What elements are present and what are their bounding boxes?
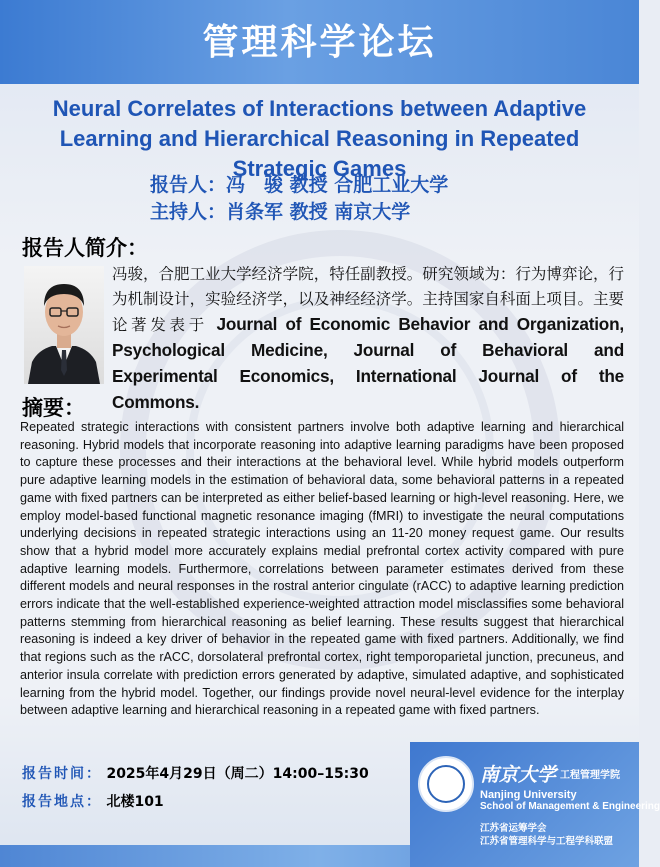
university-logo-icon bbox=[418, 756, 474, 812]
event-time-label: 报告时间： bbox=[22, 766, 102, 782]
bio-text-cn: 冯骏，合肥工业大学经济学院，特任副教授。研究领域为：行为博弈论，行为机制设计，实验经济学，以及神经经济学。主持国家自科面上项目。主要论著发表于 bbox=[112, 265, 624, 334]
event-time-row bbox=[22, 760, 369, 788]
talk-title-line2: Learning and Hierarchical Reasoning in Repeated Strategic Games bbox=[59, 126, 580, 181]
associations bbox=[480, 822, 613, 848]
bio-text bbox=[112, 262, 624, 416]
university-name-en: Nanjing University bbox=[480, 789, 577, 801]
logo-inner-ring bbox=[427, 765, 465, 803]
talk-title-line1: Neural Correlates of Interactions between Adaptive bbox=[52, 96, 587, 121]
branding-text bbox=[480, 760, 660, 812]
speaker-portrait-icon bbox=[24, 266, 104, 384]
host-line: 主持人：肖条军 教授 南京大学 bbox=[150, 201, 411, 223]
speaker-photo bbox=[24, 266, 104, 384]
talk-title bbox=[10, 94, 629, 184]
event-place-value: 北楼101 bbox=[106, 794, 164, 810]
abstract-text: Repeated strategic interactions with consistent partners involve both adaptive learning and hierarchical reasoning. Hybrid models that incorporate reasoning into adaptive learning paradigms have been proposed to capture these processes and their interactions at the behavioral level. While hybrid models outperform pure adaptive learning models in the estimation of behavioral data, some behavioral patterns in a repeated game with fixed partners can be interpreted as either belief-based learning or high-level reasoning. Here, we employ model-based functional magnetic resonance imaging (fMRI) to investigate the neural computations underlying decisions in repeated strategic interactions using an 11-20 money request game. Our results show that a hybrid model more accurately explains medial prefrontal cortex activity compared with pure adaptive learning models. Furthermore, correlations between parameter estimates derived from these different models and neural responses in the rostral anterior cingulate (rACC) to adaptive learning prediction errors indicate that the well-established experience-weighted attraction model misclassifies some behavioral patterns stemming from hierarchical reasoning as belief learning. These results suggest that hierarchical reasoning is indeed a key driver of behavior in the repeated game with fixed partners. Additionally, we find that regions such as the rACC, dorsolateral prefrontal cortex, right temporoparietal junction, precuneus, and anterior insula correlate with prediction errors generated by adaptive, simulated adaptive, and sophisticated learning from the hybrid model. Together, our findings provide novel neural-level evidence for the interplay between adaptive learning and hierarchical reasoning in a repeated game with fixed partners. bbox=[20, 420, 624, 718]
abstract-heading: 摘要： bbox=[22, 396, 85, 420]
header-banner bbox=[0, 0, 639, 84]
forum-title: 管理科学论坛 bbox=[202, 21, 437, 63]
bio-heading: 报告人简介： bbox=[22, 236, 148, 260]
school-name-cn: 工程管理学院 bbox=[560, 770, 621, 781]
university-name-cn bbox=[480, 760, 660, 787]
event-info bbox=[22, 760, 369, 816]
association-2: 江苏省管理科学与工程学科联盟 bbox=[480, 836, 614, 847]
event-time-value: 2025年4月29日（周二）14:00–15:30 bbox=[106, 766, 369, 782]
event-place-row bbox=[22, 788, 369, 816]
branding-block bbox=[410, 742, 660, 867]
speaker-info bbox=[150, 172, 448, 226]
event-place-label: 报告地点： bbox=[22, 794, 102, 810]
university-cn: 南京大学 bbox=[480, 764, 557, 786]
bio-text-journals: Journal of Economic Behavior and Organization, Psychological Medicine, Journal of Behavioral and Experimental Economics, International Journal of the Commons. bbox=[112, 314, 624, 412]
association-1: 江苏省运筹学会 bbox=[480, 823, 547, 834]
reporter-line: 报告人：冯 骏 教授 合肥工业大学 bbox=[150, 174, 449, 196]
school-name-en: School of Management & Engineering bbox=[480, 801, 660, 812]
